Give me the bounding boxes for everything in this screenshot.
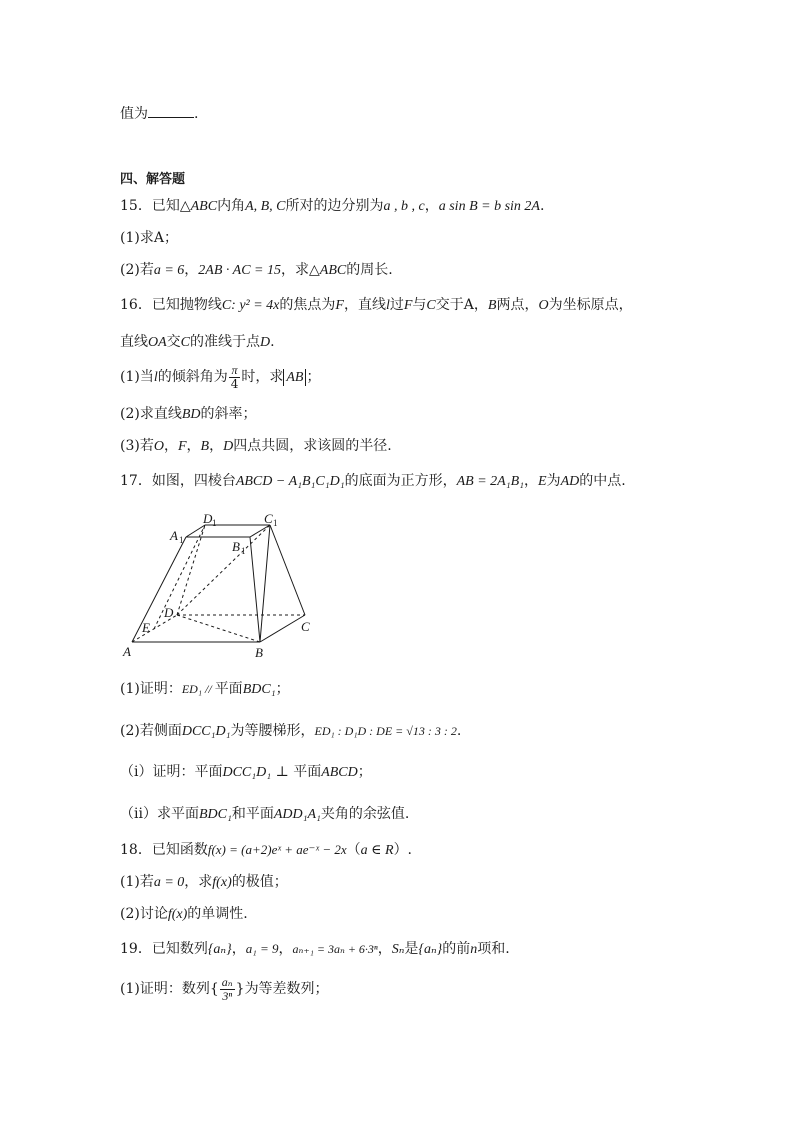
edge-BC (260, 615, 305, 642)
edge-B1B (250, 537, 260, 642)
q16-stem-line2: 直线OA交C的准线于点D. (120, 334, 275, 350)
q15-part1: (1)求A； (120, 230, 178, 246)
edge-C1C (270, 525, 305, 615)
q16-part3: (3)若O，F，B，D四点共圆，求该圆的半径. (120, 438, 392, 454)
q19-stem: 19．已知数列{aₙ}，a₁ = 9，aₙ₊₁ = 3aₙ + 6·3ⁿ，Sₙ是{aₙ}的前n项和. (120, 941, 510, 957)
edge-C1B (260, 525, 270, 642)
q16-part1: (1)当l的倾斜角为 $\frac{\pi}{4}$ 时，求 AB ； (120, 362, 321, 391)
edge-DB (177, 615, 260, 642)
q17-sub2: （ii）求平面BDC₁和平面ADD₁A₁夹角的余弦值. (120, 806, 410, 822)
svg-text:1: 1 (241, 546, 246, 556)
an-over-3n-fraction: $\frac{\text{aₙ}}{\text{3ⁿ}}$ (221, 974, 233, 1003)
label-E: E (142, 620, 150, 635)
label-D: D (164, 605, 174, 620)
svg-text:1: 1 (212, 518, 217, 528)
q16-stem: 16．已知抛物线C: y² = 4x的焦点为F，直线l过F与C交于A，B两点，O为坐标原点， (120, 297, 633, 313)
vertex-labels (122, 511, 310, 660)
fragment-line: 值为 . (120, 103, 198, 124)
label-A: A (123, 644, 131, 659)
label-C1: C (264, 511, 273, 526)
label-C: C (301, 619, 310, 634)
label-B: B (255, 645, 263, 660)
q18-part2: (2)讨论f(x)的单调性. (120, 906, 248, 922)
q19-part1: (1)证明：数列{ $\frac{\text{aₙ}}{\text{3ⁿ}}$ }为等差数列； (120, 974, 329, 1003)
frustum-figure (120, 505, 330, 665)
q17-part1: (1)证明：ED₁ // 平面BDC₁； (120, 681, 290, 697)
q17-stem: 17．如图，四棱台ABCD − A₁B₁C₁D₁的底面为正方形，AB = 2A₁B₁，E为AD的中点. (120, 473, 626, 489)
label-D1: D (203, 511, 213, 526)
q17-part2: (2)若侧面DCC₁D₁为等腰梯形，ED₁ : D₁D : DE = √13 : 3 : 2. (120, 723, 462, 739)
answer-blank (148, 103, 194, 118)
label-B1: B (232, 539, 240, 554)
q18-part1: (1)若a = 0，求f(x)的极值； (120, 874, 288, 890)
pi-over-4-fraction: $\frac{\pi}{4}$ (230, 362, 239, 391)
q17-sub1: （i）证明：平面DCC₁D₁ ⊥ 平面ABCD； (120, 764, 372, 780)
q15-part2: (2)若a = 6，2AB · AC = 15，求△ABC的周长. (120, 262, 393, 278)
label-A1: A (170, 528, 178, 543)
q15-stem: 15．已知△ABC内角A, B, C所对的边分别为a , b , c，a sin B = b sin 2A. (120, 198, 545, 214)
q18-stem: 18．已知函数f(x) = (a+2)eˣ + ae⁻ˣ − 2x（a ∈ R）. (120, 842, 413, 858)
svg-text:1: 1 (273, 518, 278, 528)
svg-text:1: 1 (179, 535, 184, 545)
q16-part2: (2)求直线BD的斜率； (120, 406, 257, 422)
section-title: 四、解答题 (120, 172, 186, 187)
